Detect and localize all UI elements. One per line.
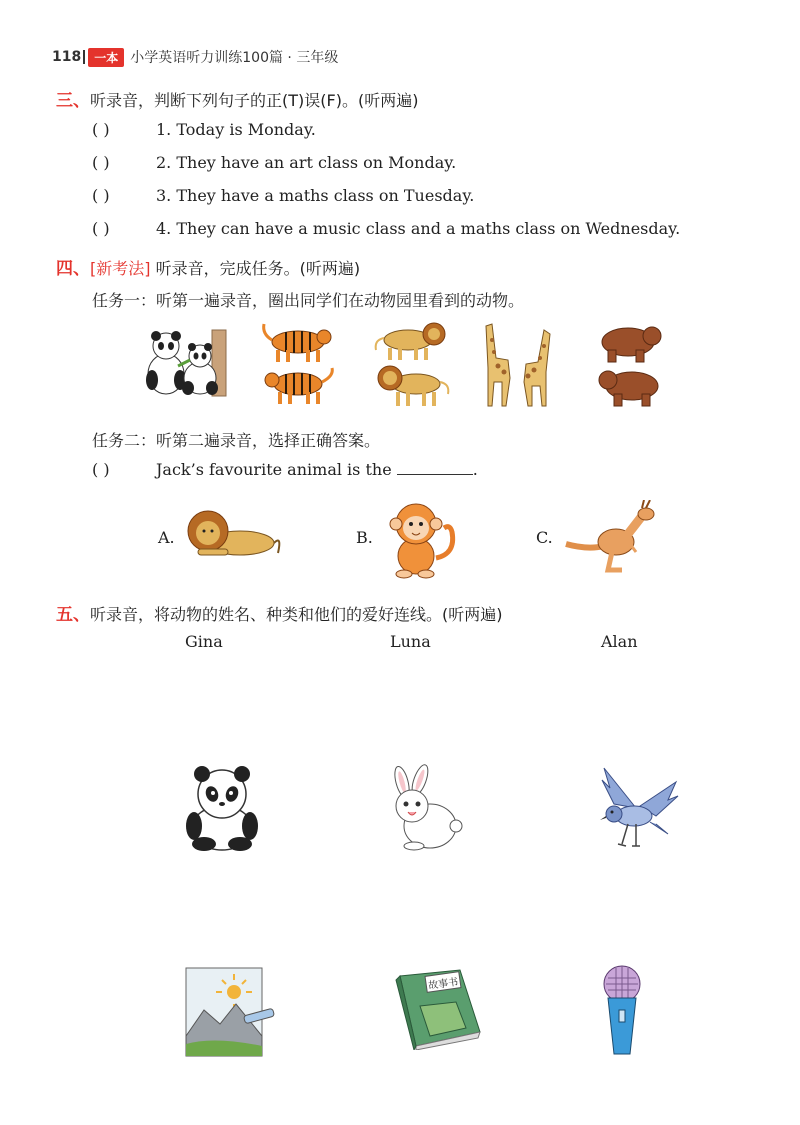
question-end: . — [472, 460, 478, 479]
name-gina[interactable]: Gina — [185, 632, 223, 651]
section-3-heading — [56, 86, 418, 111]
section-4-heading — [56, 254, 360, 279]
answer-paren[interactable]: ( ) — [92, 153, 110, 172]
section-instruction: 听录音，完成任务。(听两遍) — [155, 259, 361, 278]
new-method-tag: [新考法] — [90, 259, 151, 278]
section-instruction: 听录音，判断下列句子的正(T)误(F)。(听两遍) — [90, 91, 419, 110]
book-title: 小学英语听力训练100篇 · 三年级 — [130, 50, 339, 66]
storybook-label: 故事书 — [427, 976, 459, 993]
question-row — [92, 153, 456, 172]
drawing-hobby-image[interactable] — [184, 966, 280, 1058]
question-text: 2. They have an art class on Monday. — [156, 153, 457, 172]
brand-logo: 一本 — [88, 48, 124, 67]
question-text: 4. They can have a music class and a maths class on Wednesday. — [156, 219, 681, 238]
answer-paren[interactable]: ( ) — [92, 219, 110, 238]
question-row — [92, 186, 474, 205]
option-b-label: B. — [356, 528, 373, 547]
section-5-heading — [56, 600, 503, 625]
option-c-label: C. — [536, 528, 553, 547]
answer-paren[interactable]: ( ) — [92, 186, 110, 205]
lion-pair-image[interactable] — [372, 318, 452, 410]
question-text: 1. Today is Monday. — [156, 120, 316, 139]
name-alan[interactable]: Alan — [601, 632, 638, 651]
kangaroo-option-image[interactable] — [560, 500, 660, 574]
panda-image[interactable] — [180, 764, 264, 852]
tiger-pair-image[interactable] — [258, 320, 338, 410]
bird-image[interactable] — [596, 764, 680, 852]
section-number: 三、 — [56, 91, 90, 111]
page-divider — [83, 50, 85, 64]
question-row — [92, 219, 680, 238]
section-number: 五、 — [56, 605, 90, 625]
option-a-label: A. — [158, 528, 175, 547]
name-luna[interactable]: Luna — [390, 632, 431, 651]
answer-paren[interactable]: ( ) — [92, 120, 110, 139]
giraffe-pair-image[interactable] — [476, 318, 562, 410]
bear-pair-image[interactable] — [596, 320, 666, 408]
fill-blank-question — [92, 460, 478, 479]
storybook-hobby-image[interactable] — [386, 966, 482, 1050]
answer-blank[interactable] — [397, 460, 473, 475]
page-header — [52, 47, 338, 67]
question-text: 3. They have a maths class on Tuesday. — [156, 186, 475, 205]
rabbit-image[interactable] — [384, 764, 464, 852]
microphone-hobby-image[interactable] — [598, 964, 646, 1058]
question-row — [92, 120, 316, 139]
section-instruction: 听录音，将动物的姓名、种类和他们的爱好连线。(听两遍) — [90, 605, 503, 624]
section-number: 四、 — [56, 259, 90, 279]
task-2-instruction: 任务二：听第二遍录音，选择正确答案。 — [92, 431, 381, 450]
page-number: 118 — [52, 49, 82, 65]
task-1-instruction: 任务一：听第一遍录音，圈出同学们在动物园里看到的动物。 — [92, 291, 525, 310]
panda-pair-image[interactable] — [138, 320, 238, 400]
answer-paren[interactable]: ( ) — [92, 460, 110, 479]
question-text: Jack’s favourite animal is the — [156, 460, 392, 479]
monkey-option-image[interactable] — [380, 496, 460, 582]
lion-option-image[interactable] — [178, 505, 282, 561]
